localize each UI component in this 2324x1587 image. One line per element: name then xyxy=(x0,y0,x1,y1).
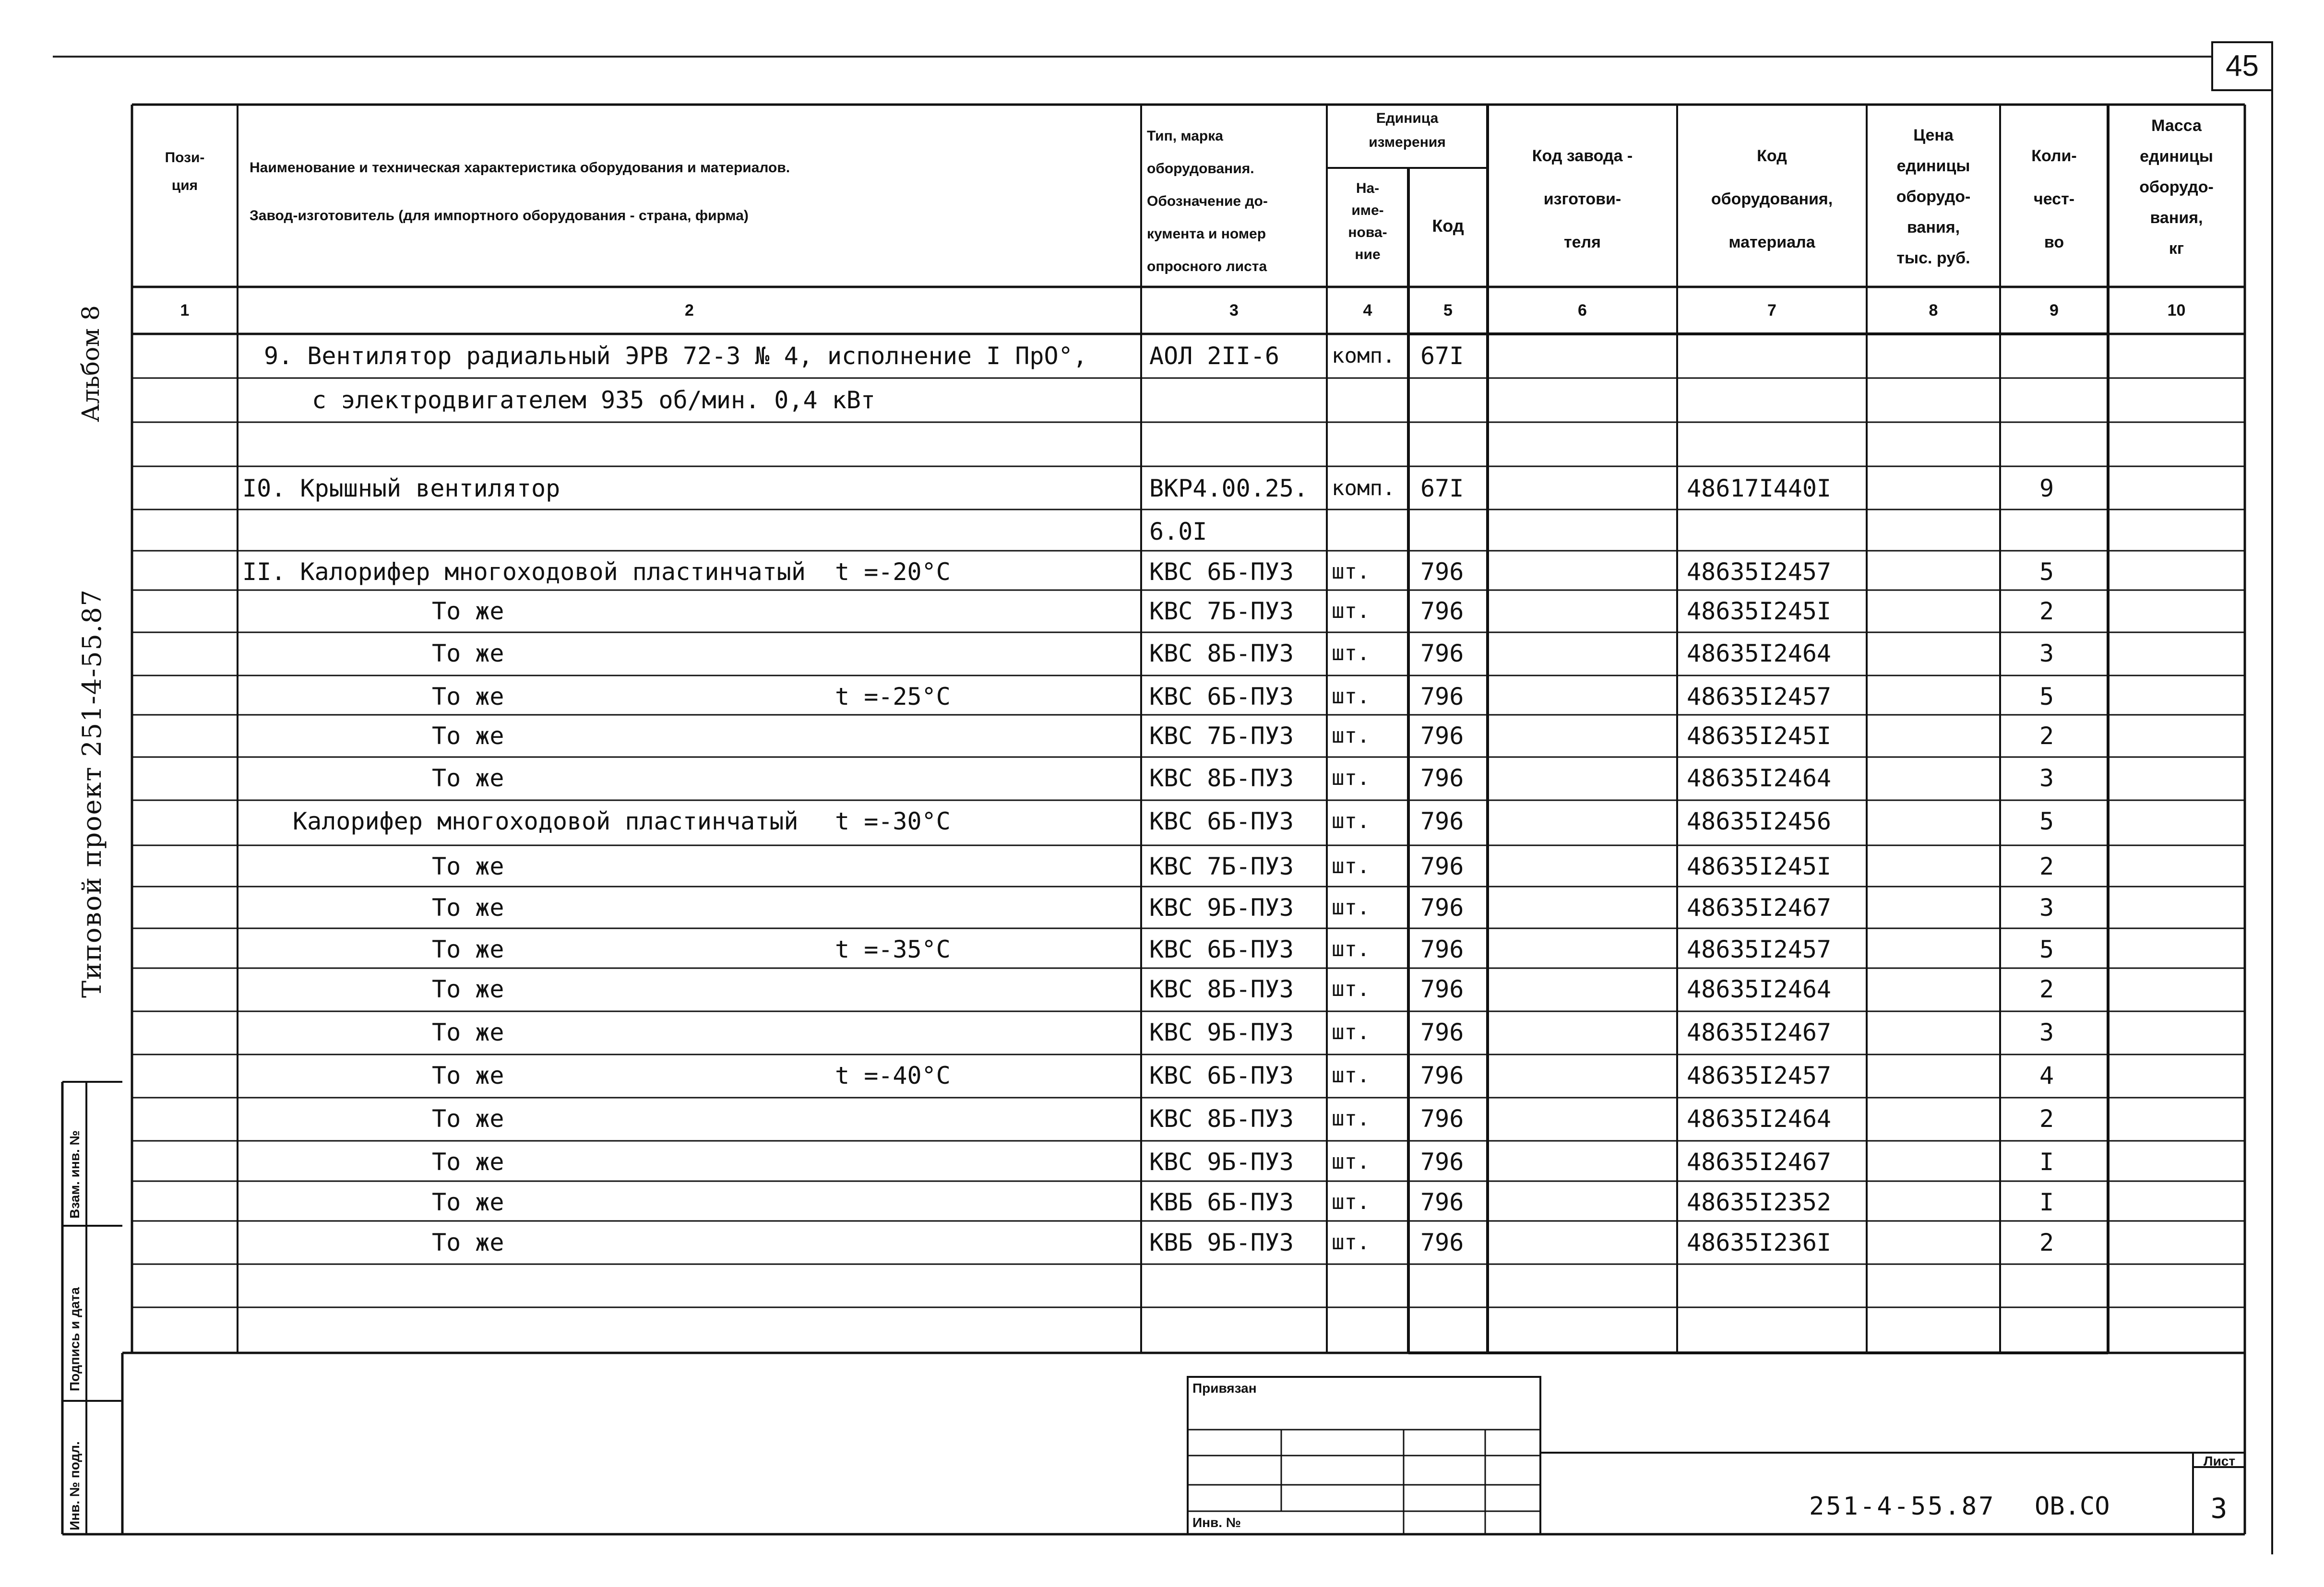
row-unit: шт. xyxy=(1332,937,1370,961)
row-code: 48635I236I xyxy=(1687,1229,1832,1256)
row-name: То же xyxy=(432,1188,504,1216)
col-number: 9 xyxy=(2050,301,2059,320)
row-unit: шт. xyxy=(1332,1063,1370,1088)
row-qty: 3 xyxy=(2039,1019,2054,1046)
row-name: То же xyxy=(432,1019,504,1046)
row-qty: 9 xyxy=(2039,474,2054,502)
sheet-label: Лист xyxy=(2203,1454,2236,1469)
row-temperature: t =-30°C xyxy=(835,807,951,835)
row-ucode: 796 xyxy=(1420,1019,1464,1046)
row-code: 48635I2467 xyxy=(1687,1148,1832,1176)
row-qty: 2 xyxy=(2039,1105,2054,1133)
row-ucode: 796 xyxy=(1420,558,1464,586)
row-unit: шт. xyxy=(1332,1020,1370,1044)
row-ucode: 796 xyxy=(1420,1188,1464,1216)
row-qty: 3 xyxy=(2039,764,2054,792)
row-type: КВС 7Б-ПУЗ xyxy=(1149,597,1294,625)
header-equipment-code: Код оборудования, материала xyxy=(1711,147,1833,251)
row-name: 9. Вентилятор радиальный ЭРВ 72-3 № 4, исполнение I ПрО°, xyxy=(264,342,1087,370)
header-unit-group: Единица измерения xyxy=(1369,110,1446,150)
row-code: 48635I245I xyxy=(1687,597,1832,625)
row-unit: комп. xyxy=(1332,343,1395,368)
row-name: с электродвигателем 935 об/мин. 0,4 кВт xyxy=(312,386,875,414)
sheet-number: 3 xyxy=(2210,1492,2228,1525)
row-qty: 2 xyxy=(2039,722,2054,750)
row-ucode: 796 xyxy=(1420,975,1464,1003)
row-code: 48635I2464 xyxy=(1687,764,1832,792)
row-type: КВБ 9Б-ПУЗ xyxy=(1149,1229,1294,1256)
row-name: То же xyxy=(432,975,504,1003)
col-number: 4 xyxy=(1363,301,1372,320)
row-qty: I xyxy=(2039,1188,2054,1216)
row-name: То же xyxy=(432,1148,504,1176)
row-name: То же xyxy=(432,597,504,625)
row-unit: шт. xyxy=(1332,599,1370,623)
row-name: То же xyxy=(432,1229,504,1256)
row-type: КВС 6Б-ПУЗ xyxy=(1149,936,1294,963)
header-type: Тип, марка оборудования. Обозначение до- кумента и номер опросного листа xyxy=(1147,128,1268,274)
row-ucode: 796 xyxy=(1420,1062,1464,1090)
row-qty: I xyxy=(2039,1148,2054,1176)
row-temperature: t =-35°C xyxy=(835,936,951,963)
row-unit: шт. xyxy=(1332,1149,1370,1174)
row-unit: шт. xyxy=(1332,1190,1370,1214)
row-qty: 2 xyxy=(2039,1229,2054,1256)
row-code: 48635I2457 xyxy=(1687,1062,1832,1090)
row-code: 48635I2456 xyxy=(1687,807,1832,835)
row-type: КВС 6Б-ПУЗ xyxy=(1149,807,1294,835)
row-type: КВС 8Б-ПУЗ xyxy=(1149,764,1294,792)
row-unit: шт. xyxy=(1332,766,1370,790)
row-temperature: t =-20°C xyxy=(835,558,951,586)
header-maker-code: Код завода - изготови- теля xyxy=(1532,147,1633,251)
row-type: 6.0I xyxy=(1149,518,1207,545)
col-number: 7 xyxy=(1767,301,1776,320)
row-unit: шт. xyxy=(1332,854,1370,878)
row-name: То же xyxy=(432,1062,504,1090)
row-type: КВС 6Б-ПУЗ xyxy=(1149,683,1294,711)
row-code: 48635I2467 xyxy=(1687,1019,1832,1046)
row-name: То же xyxy=(432,1105,504,1133)
document-mark: ОВ.СО xyxy=(2035,1492,2110,1521)
header-price: Цена единицы оборудо- вания, тыс. руб. xyxy=(1896,126,1971,267)
row-unit: комп. xyxy=(1332,476,1395,500)
row-qty: 2 xyxy=(2039,597,2054,625)
row-ucode: 796 xyxy=(1420,853,1464,880)
row-ucode: 796 xyxy=(1420,764,1464,792)
row-ucode: 796 xyxy=(1420,894,1464,922)
row-code: 48635I2464 xyxy=(1687,975,1832,1003)
row-qty: 5 xyxy=(2039,807,2054,835)
row-type: КВС 9Б-ПУЗ xyxy=(1149,1019,1294,1046)
stamp-signature-date: Подпись и дата xyxy=(67,1287,82,1391)
row-type: АОЛ 2II-6 xyxy=(1149,342,1279,370)
row-ucode: 796 xyxy=(1420,1105,1464,1133)
header-mass: Масса единицы оборудо- вания, кг xyxy=(2139,117,2214,258)
row-ucode: 67I xyxy=(1420,474,1464,502)
row-type: ВКР4.00.25. xyxy=(1149,474,1309,502)
col-number: 8 xyxy=(1929,301,1938,320)
row-qty: 5 xyxy=(2039,558,2054,586)
row-qty: 4 xyxy=(2039,1062,2054,1090)
row-ucode: 796 xyxy=(1420,722,1464,750)
row-ucode: 796 xyxy=(1420,1148,1464,1176)
col-number: 1 xyxy=(180,301,190,320)
row-qty: 3 xyxy=(2039,640,2054,667)
row-code: 48635I2457 xyxy=(1687,683,1832,711)
col-number: 6 xyxy=(1578,301,1587,320)
row-qty: 2 xyxy=(2039,975,2054,1003)
row-qty: 5 xyxy=(2039,936,2054,963)
row-unit: шт. xyxy=(1332,1106,1370,1131)
row-unit: шт. xyxy=(1332,684,1370,709)
row-unit: шт. xyxy=(1332,809,1370,833)
row-qty: 2 xyxy=(2039,853,2054,880)
document-code: 251-4-55.87 xyxy=(1809,1492,1996,1521)
row-code: 48635I2467 xyxy=(1687,894,1832,922)
col-number: 10 xyxy=(2167,301,2186,320)
row-qty: 3 xyxy=(2039,894,2054,922)
row-type: КВС 6Б-ПУЗ xyxy=(1149,1062,1294,1090)
row-code: 48635I2464 xyxy=(1687,1105,1832,1133)
stamp-original-inv: Инв. № подл. xyxy=(67,1441,82,1530)
header-quantity: Коли- чест- во xyxy=(2031,147,2077,251)
row-type: КВС 6Б-ПУЗ xyxy=(1149,558,1294,586)
header-unit-code: Код xyxy=(1432,216,1464,236)
row-code: 48635I245I xyxy=(1687,722,1832,750)
row-unit: шт. xyxy=(1332,723,1370,748)
binding-inv: Инв. № xyxy=(1192,1515,1241,1530)
row-code: 48635I245I xyxy=(1687,853,1832,880)
row-name: То же xyxy=(432,894,504,922)
row-type: КВС 9Б-ПУЗ xyxy=(1149,894,1294,922)
row-ucode: 796 xyxy=(1420,1229,1464,1256)
header-name: Наименование и техническая характеристика оборудования и материалов. Завод-изготовитель (для импортного оборудования - страна, фирма) xyxy=(250,160,790,224)
row-code: 48635I2464 xyxy=(1687,640,1832,667)
row-ucode: 796 xyxy=(1420,807,1464,835)
row-type: КВС 7Б-ПУЗ xyxy=(1149,853,1294,880)
row-ucode: 796 xyxy=(1420,936,1464,963)
row-code: 48635I2352 xyxy=(1687,1188,1832,1216)
row-type: КВБ 6Б-ПУЗ xyxy=(1149,1188,1294,1216)
col-number: 2 xyxy=(685,301,694,320)
row-type: КВС 9Б-ПУЗ xyxy=(1149,1148,1294,1176)
col-number: 5 xyxy=(1443,301,1453,320)
row-name: То же xyxy=(432,640,504,667)
row-code: 48617I440I xyxy=(1687,474,1832,502)
row-ucode: 796 xyxy=(1420,683,1464,711)
project-label: Типовой проект 251-4-55.87 xyxy=(77,589,107,998)
page-number: 45 xyxy=(2226,49,2259,83)
row-name: То же xyxy=(432,853,504,880)
row-name: I0. Крышный вентилятор xyxy=(242,474,560,502)
header-position: Пози- ция xyxy=(165,150,205,193)
row-name: II. Калорифер многоходовой пластинчатый xyxy=(242,558,806,586)
row-unit: шт. xyxy=(1332,895,1370,920)
row-qty: 5 xyxy=(2039,683,2054,711)
binding-title: Привязан xyxy=(1192,1381,1257,1396)
header-unit-name: На- име- нова- ние xyxy=(1348,180,1387,262)
row-temperature: t =-25°C xyxy=(835,683,951,711)
row-unit: шт. xyxy=(1332,1230,1370,1255)
row-name: То же xyxy=(432,722,504,750)
row-type: КВС 8Б-ПУЗ xyxy=(1149,975,1294,1003)
row-name: То же xyxy=(432,936,504,963)
row-ucode: 796 xyxy=(1420,597,1464,625)
row-name: Калорифер многоходовой пластинчатый xyxy=(293,807,799,835)
row-name: То же xyxy=(432,683,504,711)
row-type: КВС 7Б-ПУЗ xyxy=(1149,722,1294,750)
row-ucode: 796 xyxy=(1420,640,1464,667)
row-temperature: t =-40°C xyxy=(835,1062,951,1090)
row-name: То же xyxy=(432,764,504,792)
album-label: Альбом 8 xyxy=(77,305,105,422)
row-code: 48635I2457 xyxy=(1687,558,1832,586)
row-unit: шт. xyxy=(1332,559,1370,584)
row-unit: шт. xyxy=(1332,977,1370,1001)
row-type: КВС 8Б-ПУЗ xyxy=(1149,640,1294,667)
row-unit: шт. xyxy=(1332,641,1370,665)
row-ucode: 67I xyxy=(1420,342,1464,370)
row-type: КВС 8Б-ПУЗ xyxy=(1149,1105,1294,1133)
row-code: 48635I2457 xyxy=(1687,936,1832,963)
col-number: 3 xyxy=(1229,301,1239,320)
stamp-replaces-inv: Взам. инв. № xyxy=(67,1130,82,1219)
